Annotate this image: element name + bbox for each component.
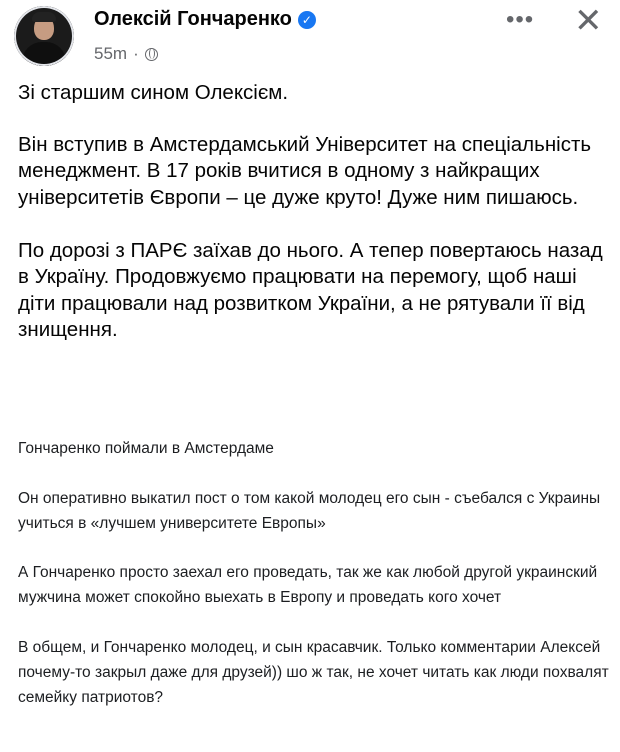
commentary-block: [18, 436, 613, 734]
more-options-icon[interactable]: •••: [506, 6, 535, 33]
commentary-paragraph: Он оперативно выкатил пост о том какой молодец его сын - съебался с Украины учиться в «лучшем университете Европы»: [18, 489, 601, 532]
close-icon[interactable]: ✕: [574, 2, 603, 40]
post-paragraph: Зі старшим сином Олексієм.: [18, 81, 289, 104]
meta-separator: ·: [133, 44, 139, 63]
avatar-ring: [14, 6, 74, 66]
commentary-paragraph: В общем, и Гончаренко молодец, и сын красавчик. Только комментарии Алексей почему-то закрыл даже для друзей)) шо ж так, не хочет читать как люди похвалят семейку патриотов?: [18, 638, 609, 706]
verified-check-icon: ✓: [298, 11, 316, 29]
commentary-paragraph: Гончаренко поймали в Амстердаме: [18, 440, 274, 457]
author-avatar[interactable]: [14, 6, 74, 66]
post-header: [0, 0, 620, 72]
post-paragraph: Він вступив в Амстердамський Університет на спеціальність менеджмент. В 17 років вчитися в одному з найкращих університетів Європи – це дуже круто! Дуже ним пишаюсь.: [18, 132, 592, 209]
post-body: [18, 80, 608, 370]
author-name[interactable]: Олексій Гончаренко: [94, 8, 292, 30]
post-meta: [94, 44, 158, 64]
globe-icon: [145, 48, 158, 61]
post-timestamp[interactable]: 55m: [94, 44, 128, 63]
commentary-paragraph: А Гончаренко просто заехал его проведать, так же как любой другой украинский мужчина может спокойно выехать в Европу и проведать кого хочет: [18, 564, 598, 606]
post-paragraph: По дорозі з ПАРЄ заїхав до нього. А тепер повертаюсь назад в Україну. Продовжуємо працювати на перемогу, щоб наші діти працювали над розвитком України, а не рятували її від знищення.: [18, 238, 603, 341]
author-row: [94, 8, 316, 31]
